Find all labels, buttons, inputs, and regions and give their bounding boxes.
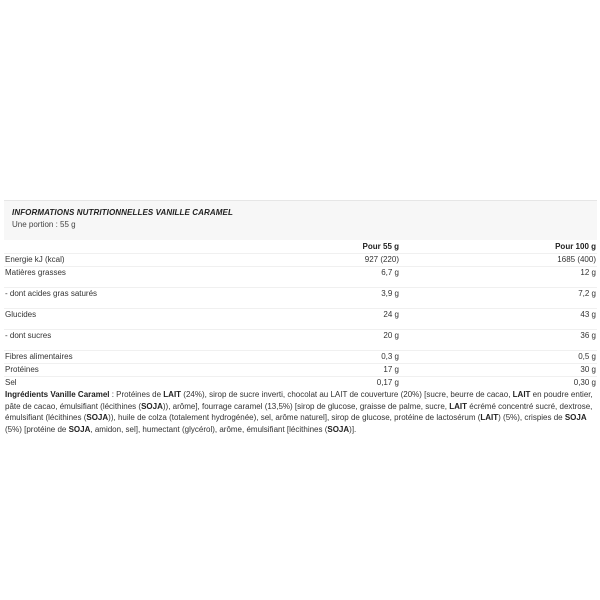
row-label: - dont acides gras saturés xyxy=(4,288,204,309)
row-per-portion: 3,9 g xyxy=(204,288,400,309)
table-row xyxy=(4,254,597,267)
portion-size: Une portion : 55 g xyxy=(12,220,76,229)
ingredient-segment: )), huile de colza (totalement hydrogénée), sel, arôme naturel], sirop de glucose, protéine de lactosérum ( xyxy=(108,413,481,422)
table-row xyxy=(4,351,597,364)
row-per-100g: 0,5 g xyxy=(400,351,597,364)
table-row xyxy=(4,267,597,288)
row-per-100g: 12 g xyxy=(400,267,597,288)
ingredient-segment: en poudre entier, pâte de cacao, émulsifiant (lécithines ( xyxy=(5,390,593,411)
ingredient-highlight: Ingrédients Vanille Caramel xyxy=(5,390,110,399)
ingredient-highlight: SOJA xyxy=(141,401,163,411)
ingredient-highlight: SOJA xyxy=(564,413,587,422)
row-label: Glucides xyxy=(4,309,204,330)
table-header-row xyxy=(4,240,597,254)
ingredient-segment: : Protéines de xyxy=(109,390,164,399)
row-per-100g: 1685 (400) xyxy=(400,254,597,267)
table-row xyxy=(4,309,597,330)
ingredient-highlight: SOJA xyxy=(86,413,109,422)
table-row xyxy=(4,288,597,309)
ingredient-highlight: LAIT xyxy=(449,401,468,411)
column-header-per-portion: Pour 55 g xyxy=(362,242,399,251)
row-label: Protéines xyxy=(4,364,204,377)
row-label: Energie kJ (kcal) xyxy=(4,254,204,267)
row-per-portion: 0,3 g xyxy=(204,351,400,364)
ingredient-highlight: LAIT xyxy=(480,413,499,422)
row-per-100g: 7,2 g xyxy=(400,288,597,309)
table-row xyxy=(4,364,597,377)
ingredient-highlight: SOJA xyxy=(68,424,91,434)
nutrition-panel xyxy=(4,200,597,435)
row-per-portion: 927 (220) xyxy=(204,254,400,267)
nutrition-table xyxy=(4,240,597,389)
ingredient-segment: (24%), sirop de sucre inverti, chocolat au LAIT de couverture (20%) [sucre, beurre de cacao, xyxy=(181,390,513,399)
ingredients-text xyxy=(4,389,597,435)
row-per-portion: 6,7 g xyxy=(204,267,400,288)
nutrition-header xyxy=(4,200,597,240)
row-per-100g: 0,30 g xyxy=(400,377,597,390)
row-per-portion: 17 g xyxy=(204,364,400,377)
ingredient-segment: écrémé concentré sucré, dextrose, émulsifiant (lécithines ( xyxy=(5,401,593,422)
column-header-per-100g: Pour 100 g xyxy=(555,242,596,251)
table-row xyxy=(4,330,597,351)
row-label: - dont sucres xyxy=(4,330,204,351)
ingredient-segment: , amidon, sel], humectant (glycérol), arôme, émulsifiant [lécithines ( xyxy=(90,424,328,434)
ingredient-highlight: LAIT xyxy=(163,390,182,399)
row-per-portion: 24 g xyxy=(204,309,400,330)
table-row xyxy=(4,377,597,390)
nutrition-title: INFORMATIONS NUTRITIONNELLES VANILLE CARAMEL xyxy=(12,208,233,217)
row-per-100g: 36 g xyxy=(400,330,597,351)
ingredient-highlight: SOJA xyxy=(327,424,350,434)
row-per-100g: 43 g xyxy=(400,309,597,330)
ingredient-segment: (5%) [protéine de xyxy=(5,424,69,434)
row-per-portion: 20 g xyxy=(204,330,400,351)
row-label: Sel xyxy=(4,377,204,390)
ingredient-segment: ) (5%), crispies de xyxy=(498,413,565,422)
ingredient-segment: )]. xyxy=(349,424,357,434)
column-header-nutrient xyxy=(4,240,204,254)
ingredient-highlight: LAIT xyxy=(512,390,531,399)
row-label: Fibres alimentaires xyxy=(4,351,204,364)
row-label: Matières grasses xyxy=(4,267,204,288)
row-per-100g: 30 g xyxy=(400,364,597,377)
row-per-portion: 0,17 g xyxy=(204,377,400,390)
ingredient-segment: )), arôme], fourrage caramel (13,5%) [sirop de glucose, graisse de palme, sucre, xyxy=(162,401,450,411)
